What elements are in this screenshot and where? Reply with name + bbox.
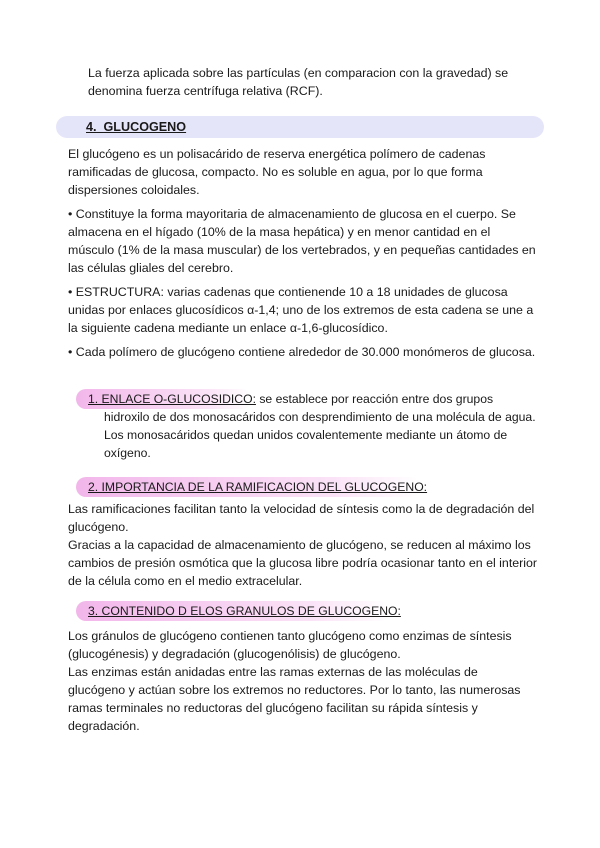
paragraph-structure: • ESTRUCTURA: varias cadenas que contienende 10 a 18 unidades de glucosa unidas por enlaces glucosídicos α-1,4; uno de los extremos de esta cadena se une a la siguiente cadena mediante un enlace α-1,6-glucosídico. — [68, 285, 534, 335]
paragraph-monomers: • Cada polímero de glucógeno contiene alrededor de 30.000 monómeros de glucosa. — [68, 345, 536, 359]
granulos-line-2: Las enzimas están anidadas entre las ramas externas de las moléculas de glucógeno y actúan sobre los extremos no reductores. Por lo tanto, las numerosas ramas terminales no reductoras del glucógeno facilitan su rápida síntesis y degradación. — [68, 665, 521, 733]
subsection-enlace — [88, 390, 538, 462]
subheading-ramificacion: 2. IMPORTANCIA DE LA RAMIFICACION DEL GLUCOGENO: — [88, 480, 428, 494]
subheading-granulos: 3. CONTENIDO D ELOS GRANULOS DE GLUCOGENO: — [88, 604, 401, 618]
ramificacion-line-2: Gracias a la capacidad de almacenamiento de glucógeno, se reducen al máximo los cambios de presión osmótica que la glucosa libre podría ocasionar tanto en el interior de la célula como en el medio extracelular. — [68, 538, 538, 588]
section-title: GLUCOGENO — [103, 120, 187, 134]
granulos-line-1: Los gránulos de glucógeno contienen tanto glucógeno como enzimas de síntesis (glucogénesis) y degradación (glucogenólisis) de glucógeno. — [68, 629, 512, 661]
subheading-granulos-wrap — [88, 602, 401, 620]
paragraph-storage: • Constituye la forma mayoritaria de almacenamiento de glucosa en el cuerpo. Se almacena en el hígado (10% de la masa hepática) y en menor cantidad en el músculo (1% de la masa muscular) de los vertebrados, y en pequeñas cantidades en las células gliales del cerebro. — [68, 207, 536, 275]
subsection-enlace-rest: hidroxilo de dos monosacáridos con desprendimiento de una molécula de agua. Los monosacáridos quedan unidos covalentemente mediante un átomo de oxígeno. — [104, 410, 536, 460]
subheading-ramificacion-wrap — [88, 478, 427, 496]
section-number: 4. — [86, 120, 97, 134]
paragraph-definition: El glucógeno es un polisacárido de reserva energética polímero de cadenas ramificadas de glucosa, compacto. No es soluble en agua, por lo que forma dispersiones coloidales. — [68, 147, 486, 197]
ramificacion-line-1: Las ramificaciones facilitan tanto la velocidad de síntesis como la de degradación del glucógeno. — [68, 502, 535, 534]
subsection-ramificacion-body — [68, 500, 538, 590]
section-heading — [86, 118, 186, 136]
intro-paragraph: La fuerza aplicada sobre las partículas (en comparacion con la gravedad) se denomina fuerza centrífuga relativa (RCF). — [88, 66, 509, 98]
subheading-enlace: 1. ENLACE O-GLUCOSIDICO: — [88, 392, 256, 406]
subsection-granulos-body — [68, 627, 538, 735]
section-body — [68, 145, 538, 361]
subsection-enlace-text: se establece por reacción entre dos grupos — [255, 392, 494, 406]
